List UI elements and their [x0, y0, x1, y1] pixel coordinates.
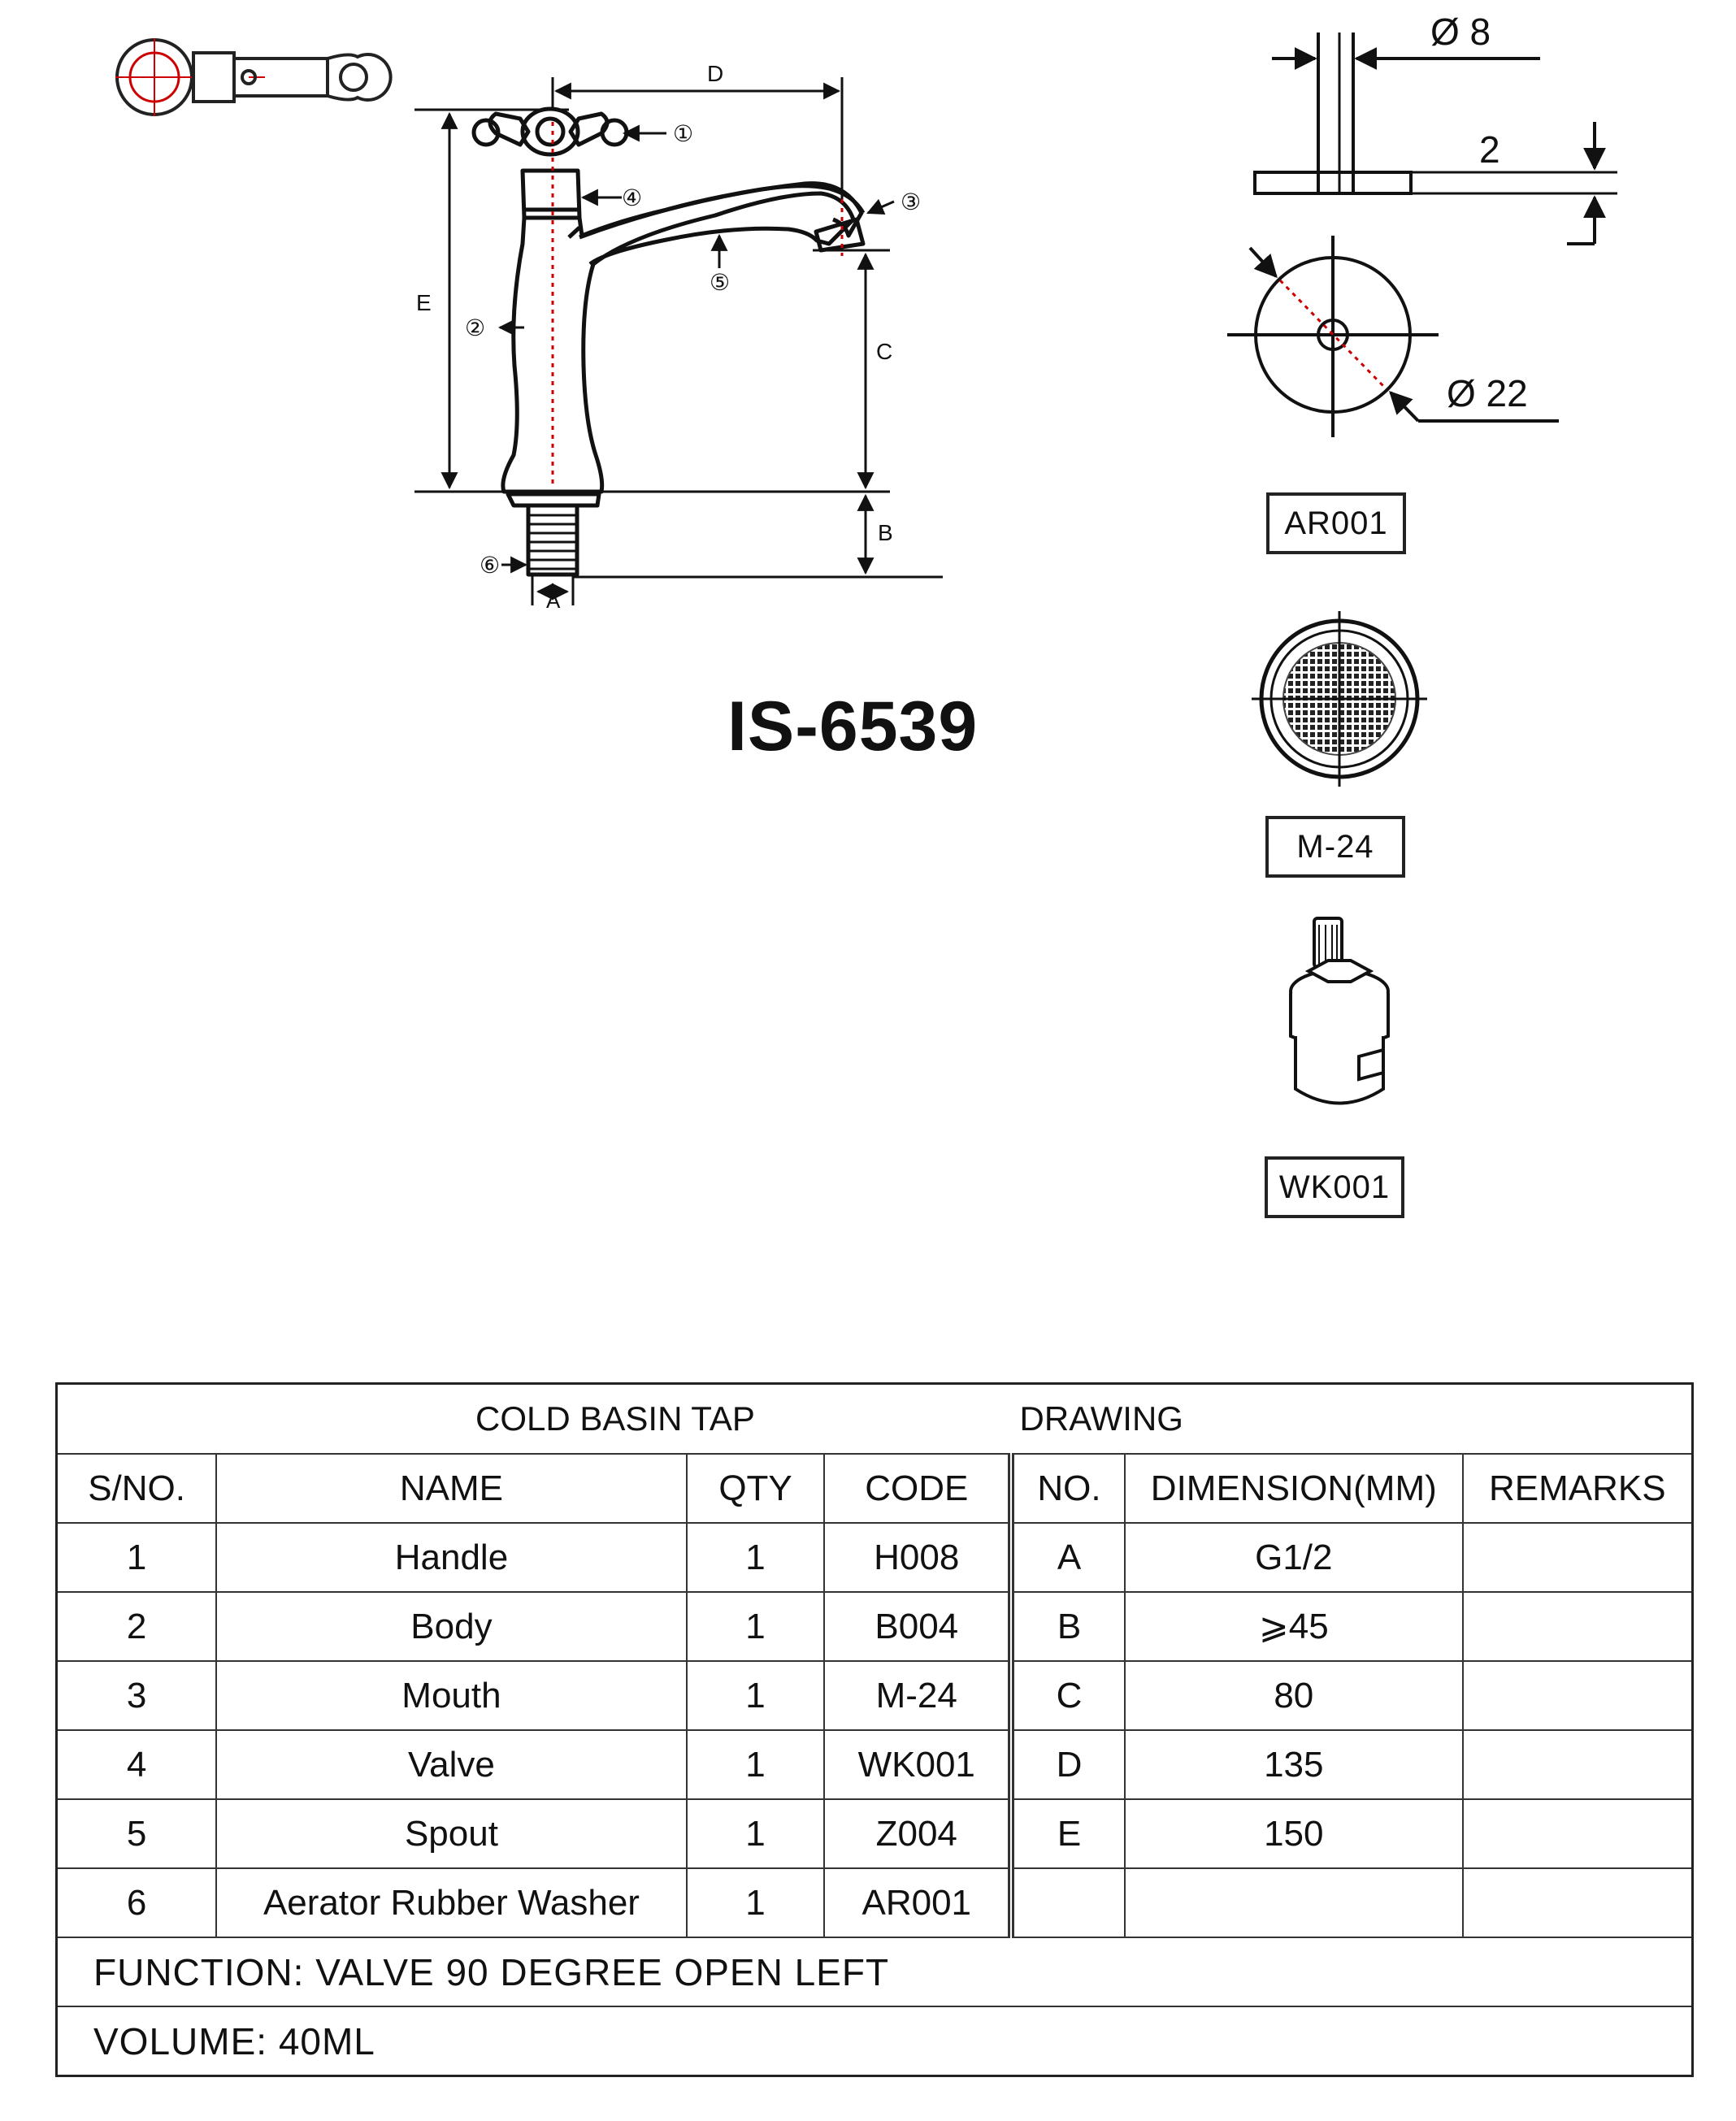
cell-code: M-24 — [824, 1661, 1011, 1730]
cell-code: H008 — [824, 1523, 1011, 1592]
cell-no — [1011, 1868, 1125, 1937]
cell-dimension: G1/2 — [1125, 1523, 1463, 1592]
callout-3: ③ — [901, 189, 922, 215]
cell-qty: 1 — [687, 1799, 825, 1868]
volume-row — [57, 2006, 1693, 2076]
cell-no: A — [1011, 1523, 1125, 1592]
part-code-washer: AR001 — [1266, 492, 1406, 554]
callout-6: ⑥ — [480, 553, 501, 578]
cell-remarks — [1463, 1592, 1693, 1661]
cell-no: E — [1011, 1799, 1125, 1868]
header-sno: S/NO. — [57, 1454, 217, 1523]
cell-dimension — [1125, 1868, 1463, 1937]
handle-drawing — [474, 109, 627, 154]
cell-remarks — [1463, 1523, 1693, 1592]
cell-sno: 5 — [57, 1799, 217, 1868]
aerator-drawing — [1252, 611, 1427, 787]
cell-no: B — [1011, 1592, 1125, 1661]
table-row — [57, 1592, 1693, 1661]
cell-qty: 1 — [687, 1523, 825, 1592]
table-row — [57, 1868, 1693, 1937]
dim-label-d: D — [707, 61, 724, 86]
header-remarks: REMARKS — [1463, 1454, 1693, 1523]
valve-cartridge-drawing — [1291, 918, 1388, 1104]
callout-5: ⑤ — [710, 270, 731, 295]
table-row — [57, 1523, 1693, 1592]
cell-name: Aerator Rubber Washer — [216, 1868, 686, 1937]
cell-name: Spout — [216, 1799, 686, 1868]
table-row — [57, 1661, 1693, 1730]
dim-label-c: C — [876, 339, 893, 364]
callout-4: ④ — [622, 185, 643, 210]
part-code-aerator: M-24 — [1265, 816, 1405, 878]
cell-name: Body — [216, 1592, 686, 1661]
cell-code: B004 — [824, 1592, 1011, 1661]
cell-sno: 1 — [57, 1523, 217, 1592]
part-code-valve: WK001 — [1265, 1156, 1404, 1218]
washer-detail-drawing — [1227, 33, 1617, 437]
callout-1: ① — [673, 121, 694, 146]
body-drawing — [503, 193, 853, 492]
cell-name: Valve — [216, 1730, 686, 1799]
table-drawing-label: DRAWING — [1019, 1399, 1183, 1438]
function-note: FUNCTION: VALVE 90 DEGREE OPEN LEFT — [57, 1937, 1693, 2006]
header-code: CODE — [824, 1454, 1011, 1523]
dim-label-a: A — [546, 588, 561, 613]
table-header-row — [57, 1454, 1693, 1523]
cell-dimension: 80 — [1125, 1661, 1463, 1730]
top-view-icon — [115, 38, 391, 116]
model-number: IS-6539 — [727, 687, 979, 766]
cell-sno: 4 — [57, 1730, 217, 1799]
cell-dimension: 150 — [1125, 1799, 1463, 1868]
cell-name: Handle — [216, 1523, 686, 1592]
cell-dimension: ⩾45 — [1125, 1592, 1463, 1661]
table-title: COLD BASIN TAP — [475, 1399, 755, 1438]
cell-qty: 1 — [687, 1661, 825, 1730]
washer-inner-diameter: Ø 8 — [1430, 11, 1491, 53]
callout-2: ② — [465, 315, 486, 340]
spec-table — [55, 1382, 1694, 2077]
table-row — [57, 1799, 1693, 1868]
cell-remarks — [1463, 1661, 1693, 1730]
function-row — [57, 1937, 1693, 2006]
cell-no: D — [1011, 1730, 1125, 1799]
cell-code: WK001 — [824, 1730, 1011, 1799]
cell-code: AR001 — [824, 1868, 1011, 1937]
cell-qty: 1 — [687, 1730, 825, 1799]
header-no: NO. — [1011, 1454, 1125, 1523]
cell-remarks — [1463, 1868, 1693, 1937]
cell-name: Mouth — [216, 1661, 686, 1730]
volume-note: VOLUME: 40ML — [57, 2006, 1693, 2076]
dim-label-b: B — [878, 520, 893, 545]
cell-remarks — [1463, 1730, 1693, 1799]
washer-outer-diameter: Ø 22 — [1447, 372, 1528, 414]
cell-dimension: 135 — [1125, 1730, 1463, 1799]
table-title-row — [57, 1384, 1693, 1455]
cell-code: Z004 — [824, 1799, 1011, 1868]
header-name: NAME — [216, 1454, 686, 1523]
cell-sno: 3 — [57, 1661, 217, 1730]
cell-sno: 2 — [57, 1592, 217, 1661]
washer-thickness: 2 — [1479, 128, 1500, 171]
cell-no: C — [1011, 1661, 1125, 1730]
header-qty: QTY — [687, 1454, 825, 1523]
header-dimension: DIMENSION(MM) — [1125, 1454, 1463, 1523]
tap-side-view — [474, 109, 863, 605]
dim-label-e: E — [416, 290, 432, 315]
cell-sno: 6 — [57, 1868, 217, 1937]
cell-remarks — [1463, 1799, 1693, 1868]
table-row — [57, 1730, 1693, 1799]
cell-qty: 1 — [687, 1592, 825, 1661]
cell-qty: 1 — [687, 1868, 825, 1937]
dimension-lines — [414, 77, 943, 592]
